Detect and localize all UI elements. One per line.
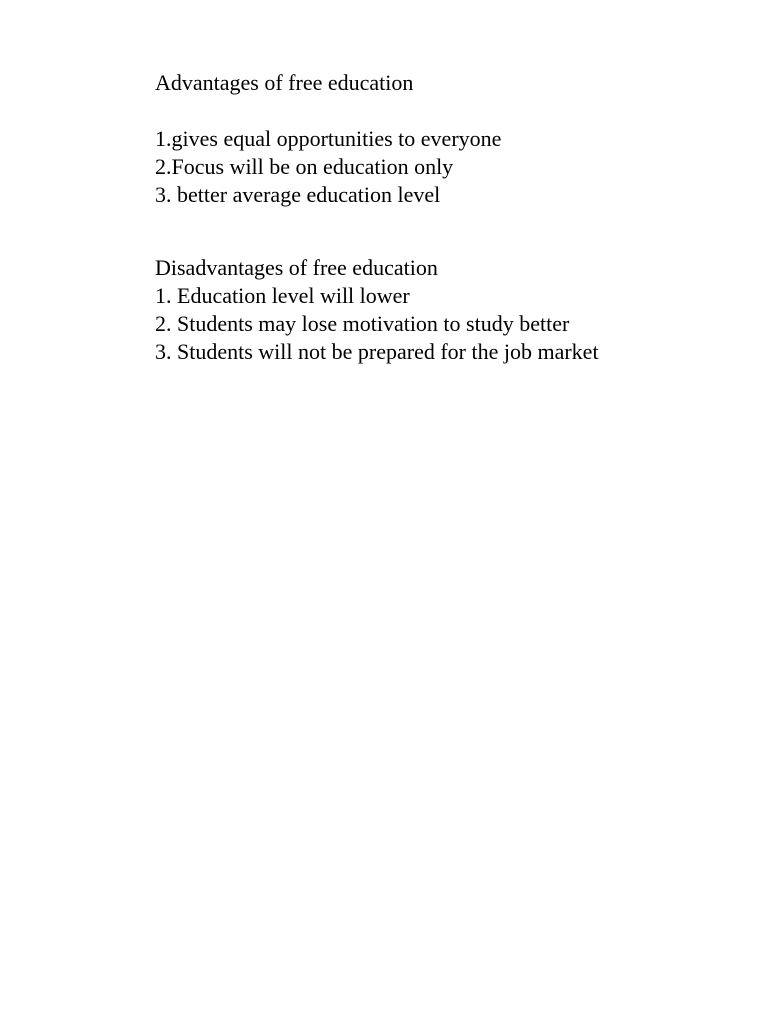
disadvantages-section (155, 254, 755, 366)
section-spacer (155, 209, 755, 254)
disadvantages-list (155, 282, 755, 366)
disadvantages-list-item: 2. Students may lose motivation to study better (155, 311, 570, 336)
advantages-list-item: 1.gives equal opportunities to everyone (155, 126, 502, 151)
advantages-list (155, 125, 755, 209)
document-body (155, 69, 755, 366)
disadvantages-list-item: 3. Students will not be prepared for the job market (155, 339, 599, 364)
advantages-list-item: 2.Focus will be on education only (155, 154, 454, 179)
disadvantages-list-item: 1. Education level will lower (155, 283, 410, 308)
advantages-section (155, 69, 755, 209)
advantages-heading: Advantages of free education (155, 70, 414, 95)
disadvantages-heading: Disadvantages of free education (155, 255, 438, 280)
blank-line (155, 97, 755, 125)
advantages-list-item: 3. better average education level (155, 182, 441, 207)
